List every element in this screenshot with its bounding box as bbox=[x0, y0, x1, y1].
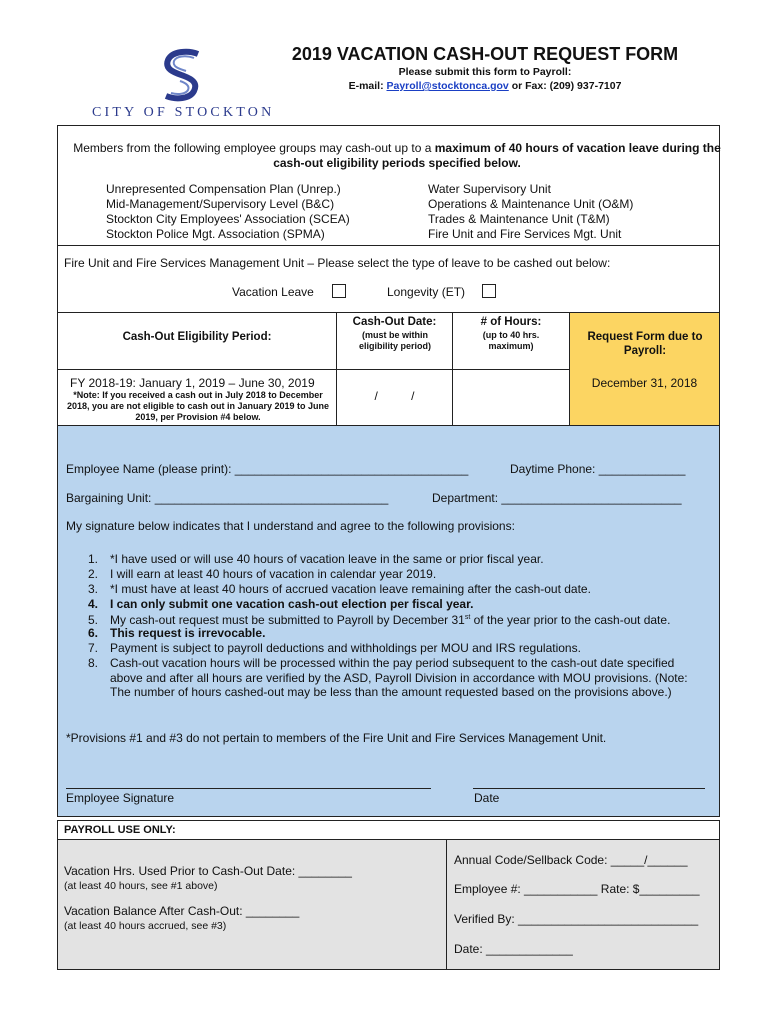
cashout-date-header: Cash-Out Date: bbox=[352, 316, 437, 328]
form-title: 2019 VACATION CASH-OUT REQUEST FORM bbox=[291, 44, 679, 64]
vacation-leave-checkbox[interactable] bbox=[332, 284, 346, 298]
group-left-1: Unrepresented Compensation Plan (Unrep.) bbox=[106, 182, 341, 196]
date-label: Date bbox=[474, 791, 500, 805]
provision-item: 7. Payment is subject to payroll deductions and withholdings per MOU and IRS regulations. bbox=[88, 641, 581, 655]
provisions-note: *Provisions #1 and #3 do not pertain to members of the Fire Unit and Fire Services Management Unit. bbox=[66, 731, 607, 745]
balance-note: (at least 40 hours accrued, see #3) bbox=[64, 920, 227, 932]
email-label: E-mail: bbox=[348, 80, 384, 92]
cashout-date-subheader: (must be within eligibility period) bbox=[358, 330, 431, 351]
group-right-1: Water Supervisory Unit bbox=[428, 182, 551, 196]
contact-line bbox=[250, 80, 720, 92]
department-field[interactable]: Department: ___________________________ bbox=[432, 491, 682, 505]
provision-item: 8. Cash-out vacation hours will be processed within the pay period subsequent to the cash-out date specified above and after all hours are verified by the ASD, Payroll Division in accordance with MOU provisions. (Note: The number of hours cashed-out may be less than the amount requested based on the provisions above.) bbox=[88, 656, 688, 700]
fire-unit-instruction: Fire Unit and Fire Services Management Unit – Please select the type of leave to be cashed out below: bbox=[64, 256, 611, 270]
balance-field[interactable]: Vacation Balance After Cash-Out: ________ bbox=[64, 904, 300, 918]
period-header: Cash-Out Eligibility Period: bbox=[122, 331, 272, 343]
annual-code-field[interactable]: Annual Code/Sellback Code: _____/______ bbox=[454, 853, 688, 867]
hours-subheader: (up to 40 hrs. maximum) bbox=[482, 330, 540, 351]
employee-name-field[interactable]: Employee Name (please print): ___________________________________ bbox=[66, 462, 469, 476]
provision-item: 5. My cash-out request must be submitted to Payroll by December 31st of the year prior to the cash-out date. bbox=[88, 613, 671, 627]
agreement-statement: My signature below indicates that I understand and agree to the following provisions: bbox=[66, 519, 515, 533]
eligibility-note: *Note: If you received a cash out in July 2018 to December 2018, you are not eligible to cash out in January 2019 to June 2019, per Provision #4 below. bbox=[66, 390, 330, 422]
provision-item: 6. This request is irrevocable. bbox=[88, 626, 266, 640]
provision-item: 4. I can only submit one vacation cash-out election per fiscal year. bbox=[88, 597, 474, 611]
payroll-email-link[interactable]: Payroll@stocktonca.gov bbox=[386, 80, 509, 92]
intro-text: Members from the following employee groups may cash-out up to a bbox=[73, 141, 435, 155]
submit-instruction: Please submit this form to Payroll: bbox=[398, 66, 572, 78]
intro-paragraph bbox=[72, 141, 722, 171]
vacation-leave-label: Vacation Leave bbox=[232, 285, 314, 299]
verified-by-field[interactable]: Verified By: ___________________________ bbox=[454, 912, 699, 926]
payroll-date-field[interactable]: Date: _____________ bbox=[454, 942, 573, 956]
bargaining-unit-field[interactable]: Bargaining Unit: ___________________________________ bbox=[66, 491, 389, 505]
employee-rate-field[interactable]: Employee #: ___________ Rate: $_________ bbox=[454, 882, 700, 896]
hours-input[interactable] bbox=[453, 375, 569, 423]
group-left-4: Stockton Police Mgt. Association (SPMA) bbox=[106, 227, 325, 241]
divider bbox=[336, 312, 337, 425]
divider bbox=[569, 312, 570, 425]
hrs-used-field[interactable]: Vacation Hrs. Used Prior to Cash-Out Date: ________ bbox=[64, 864, 352, 878]
longevity-checkbox[interactable] bbox=[482, 284, 496, 298]
group-right-2: Operations & Maintenance Unit (O&M) bbox=[428, 197, 634, 211]
stockton-s-logo-icon bbox=[158, 48, 208, 104]
due-date: December 31, 2018 bbox=[591, 376, 698, 390]
daytime-phone-field[interactable]: Daytime Phone: _____________ bbox=[510, 462, 686, 476]
hours-header: # of Hours: bbox=[480, 316, 542, 328]
eligibility-period: FY 2018-19: January 1, 2019 – June 30, 2019 bbox=[70, 376, 315, 390]
fax-text: or Fax: (209) 937-7107 bbox=[511, 80, 622, 92]
employee-signature-line[interactable] bbox=[66, 788, 431, 789]
divider bbox=[57, 245, 720, 246]
provision-item: 3. *I must have at least 40 hours of accrued vacation leave remaining after the cash-out date. bbox=[88, 582, 591, 596]
provision-item: 2. I will earn at least 40 hours of vacation in calendar year 2019. bbox=[88, 567, 437, 581]
employee-signature-label: Employee Signature bbox=[66, 791, 175, 805]
cashout-date-input[interactable]: / / bbox=[374, 389, 415, 403]
group-left-3: Stockton City Employees' Association (SCEA) bbox=[106, 212, 350, 226]
payroll-header: PAYROLL USE ONLY: bbox=[64, 824, 176, 836]
provision-item: 1. *I have used or will use 40 hours of vacation leave in the same or prior fiscal year. bbox=[88, 552, 544, 566]
group-right-4: Fire Unit and Fire Services Mgt. Unit bbox=[428, 227, 622, 241]
city-name: CITY OF STOCKTON bbox=[92, 105, 275, 120]
intro-bold-text: maximum of 40 hours of vacation leave during the cash-out eligibility periods specified below. bbox=[273, 141, 721, 170]
divider bbox=[446, 839, 447, 970]
due-header: Request Form due to Payroll: bbox=[587, 331, 703, 357]
group-right-3: Trades & Maintenance Unit (T&M) bbox=[428, 212, 610, 226]
group-left-2: Mid-Management/Supervisory Level (B&C) bbox=[106, 197, 335, 211]
hrs-used-note: (at least 40 hours, see #1 above) bbox=[64, 880, 218, 892]
longevity-label: Longevity (ET) bbox=[387, 285, 466, 299]
date-signature-line[interactable] bbox=[473, 788, 705, 789]
